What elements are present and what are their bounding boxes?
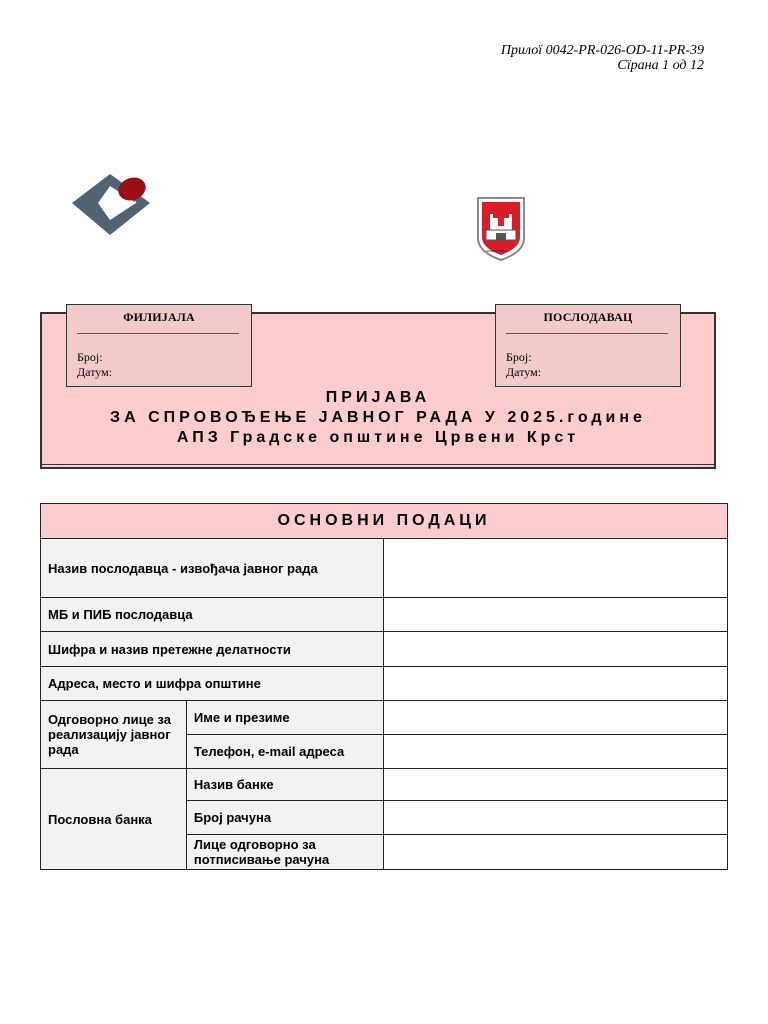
activity-label: Шифра и назив претежне делатности [41,632,384,667]
employer-box [495,304,681,387]
responsible-person-label: Одговорно лице за реализацију јавног рада [41,701,187,769]
responsible-name-field[interactable] [383,701,727,735]
bank-label: Пословна банка [41,769,187,870]
signatory-field[interactable] [383,835,727,870]
branch-number-label: Број: [77,350,103,364]
bank-name-label: Назив банке [186,769,383,801]
branch-signature-line [77,333,239,334]
responsible-name-label: Име и презиме [186,701,383,735]
crveni-krst-coat-of-arms-icon [474,196,528,262]
basic-data-table [40,503,728,870]
attachment-number: Прилої 0042-PR-026-OD-11-PR-39 [500,43,704,58]
application-title [40,388,716,448]
responsible-contact-field[interactable] [383,735,727,769]
title-line-2: ЗА СПРОВОЂЕЊЕ ЈАВНОГ РАДА У 2025.године [110,409,646,426]
address-label: Адреса, место и шифра општине [41,667,384,701]
branch-title: ФИЛИЈАЛА [123,310,195,324]
signatory-label: Лице одговорно за потписивање рачуна [186,835,383,870]
mb-pib-field[interactable] [383,598,727,632]
table-heading: ОСНОВНИ ПОДАЦИ [41,504,728,539]
employer-name-field[interactable] [383,539,727,598]
mb-pib-label: МБ и ПИБ послодавца [41,598,384,632]
activity-field[interactable] [383,632,727,667]
document-reference [501,43,704,73]
page-number: Сїрана 1 од 12 [617,58,704,73]
employer-title: ПОСЛОДАВАЦ [543,310,633,324]
employer-date-label: Датум: [506,365,542,379]
responsible-contact-label: Телефон, e-mail адреса [186,735,383,769]
title-line-1: ПРИЈАВА [325,389,431,406]
account-number-label: Број рачуна [186,801,383,835]
employer-number-label: Број: [506,350,532,364]
title-line-3: АПЗ Градске општине Црвени Крст [176,429,580,446]
account-number-field[interactable] [383,801,727,835]
bank-name-field[interactable] [383,769,727,801]
employer-name-label: Назив послодавца - извођача јавног рада [41,539,384,598]
coat-of-arms-caption: ЦРВЕНИ КРСТ [486,249,507,253]
branch-box [66,304,252,387]
branch-date-label: Датум: [77,365,113,379]
nsz-logo-icon [70,172,154,238]
employer-signature-line [506,333,668,334]
address-field[interactable] [383,667,727,701]
